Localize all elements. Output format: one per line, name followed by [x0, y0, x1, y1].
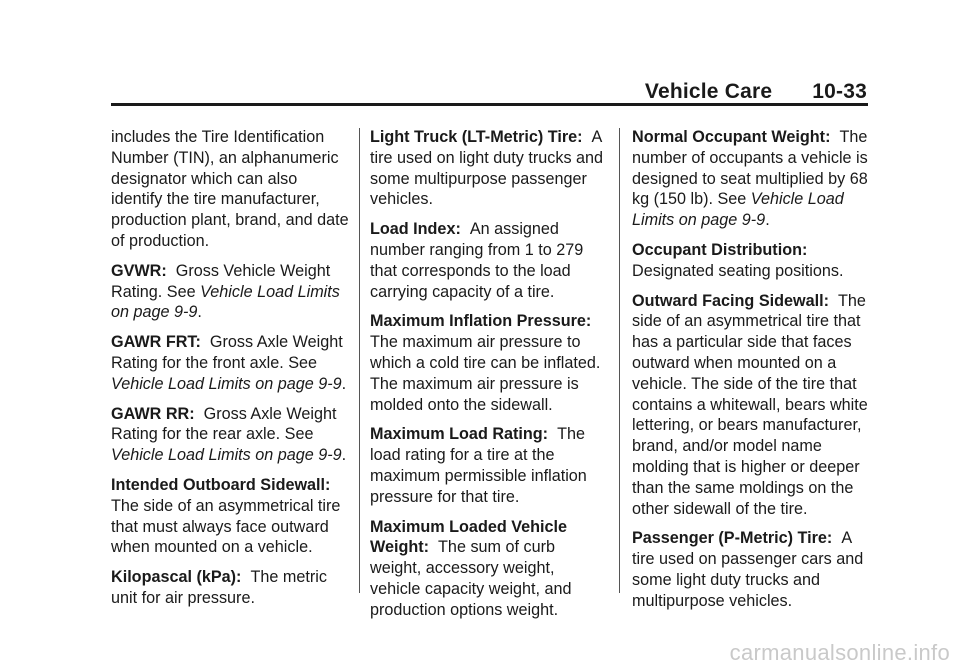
term-gawr-rr: GAWR RR: — [111, 404, 195, 423]
def-gawr-rr: Gross Axle Weight Rating for the rear axle. See — [111, 404, 337, 444]
column-divider-1 — [359, 128, 360, 593]
def-max-loaded-weight: The sum of curb weight, accessory weight, vehicle capacity weight, and production options weight. — [370, 538, 572, 619]
entry-load-index — [370, 219, 608, 302]
entry-gvwr: GVWR: Gross Vehicle Weight Rating. See Vehicle Load Limits on page 9-9. — [111, 261, 340, 322]
def-gvwr: Gross Vehicle Weight Rating. See — [111, 261, 331, 301]
term-gawr-frt: GAWR FRT: — [111, 333, 201, 352]
def-load-index: An assigned number ranging from 1 to 279 that corresponds to the load carrying capacity of a tire. — [370, 220, 584, 301]
entry-outward-sidewall — [632, 291, 870, 520]
def-occupant-distribution: Designated seating positions. — [632, 261, 844, 280]
column-divider-2 — [619, 128, 620, 593]
term-normal-occupant: Normal Occupant Weight: — [632, 128, 831, 146]
def-lt-tire: A tire used on light duty trucks and some multipurpose passenger vehicles. — [370, 128, 604, 209]
ref-normal-occupant[interactable]: Vehicle Load Limits on page 9-9 — [632, 190, 844, 230]
term-max-load: Maximum Load Rating: — [370, 425, 549, 444]
def-max-load: The load rating for a tire at the maximum permissible inflation pressure for that tire. — [370, 425, 587, 506]
column-3 — [632, 127, 870, 621]
entry-kpa — [111, 567, 349, 609]
entry-intended-outboard — [111, 475, 349, 558]
watermark: carmanualsonline.info — [729, 640, 950, 665]
term-gvwr: GVWR: — [111, 261, 167, 280]
term-outward-sidewall: Outward Facing Sidewall: — [632, 291, 829, 310]
entry-max-load — [370, 424, 608, 507]
column-2 — [370, 127, 608, 630]
ref-gawr-rr[interactable]: Vehicle Load Limits on page 9-9 — [111, 446, 342, 465]
def-passenger-tire: A tire used on passenger cars and some light duty trucks and multipurpose vehicles. — [632, 529, 864, 610]
def-max-inflation: The maximum air pressure to which a cold tire can be inflated. The maximum air pressure is molded onto the sidewall. — [370, 333, 601, 414]
entry-normal-occupant: Normal Occupant Weight: The number of occupants a vehicle is designed to seat multiplied by 68 kg (150 lb). See Vehicle Load Limits on page 9-9. — [632, 128, 868, 230]
entry-passenger-tire — [632, 528, 870, 611]
section-title: Vehicle Care — [644, 80, 773, 103]
entry-occupant-distribution — [632, 240, 870, 282]
term-passenger-tire: Passenger (P-Metric) Tire: — [632, 529, 833, 548]
intro-paragraph: includes the Tire Identification Number (TIN), an alphanumeric designator which can also identify the tire manufacturer, production plant, brand, and date of production. — [111, 128, 349, 250]
term-occupant-distribution: Occupant Distribution: — [632, 240, 808, 259]
def-outward-sidewall: The side of an asymmetrical tire that has a particular side that faces outward when mounted on a vehicle. The side of the tire that contains a whitewall, bears white lettering, or bears manufacturer, brand, and/or model name molding that is higher or deeper than the same moldings on the other sidewall of the tire. — [632, 291, 868, 518]
def-gawr-frt: Gross Axle Weight Rating for the front axle. See — [111, 333, 343, 372]
page-header — [645, 80, 867, 104]
term-load-index: Load Index: — [370, 220, 461, 239]
entry-max-loaded-weight — [370, 517, 608, 621]
ref-gawr-frt[interactable]: Vehicle Load Limits on page 9-9 — [111, 374, 342, 393]
entry-gawr-rr: GAWR RR: Gross Axle Weight Rating for the rear axle. See Vehicle Load Limits on page 9-9. — [111, 404, 347, 465]
term-kpa: Kilopascal (kPa): — [111, 568, 242, 587]
term-max-inflation: Maximum Inflation Pressure: — [370, 312, 592, 331]
column-1 — [111, 127, 349, 618]
header-rule — [111, 103, 868, 106]
entry-gawr-frt: GAWR FRT: Gross Axle Weight Rating for the front axle. See Vehicle Load Limits on page 9-9. — [111, 333, 347, 393]
term-max-loaded-weight: Maximum Loaded Vehicle Weight: — [370, 517, 568, 557]
entry-lt-tire — [370, 127, 608, 210]
entry-max-inflation — [370, 311, 608, 415]
def-intended-outboard: The side of an asymmetrical tire that must always face outward when mounted on a vehicle. — [111, 496, 341, 557]
term-intended-outboard: Intended Outboard Sidewall: — [111, 475, 331, 494]
page-number: 10-33 — [812, 80, 867, 103]
term-lt-tire: Light Truck (LT-Metric) Tire: — [370, 128, 583, 146]
def-kpa: The metric unit for air pressure. — [111, 568, 327, 607]
def-normal-occupant: The number of occupants a vehicle is designed to seat multiplied by 68 kg (150 lb). See — [632, 128, 868, 209]
ref-gvwr[interactable]: Vehicle Load Limits on page 9-9 — [111, 282, 340, 322]
